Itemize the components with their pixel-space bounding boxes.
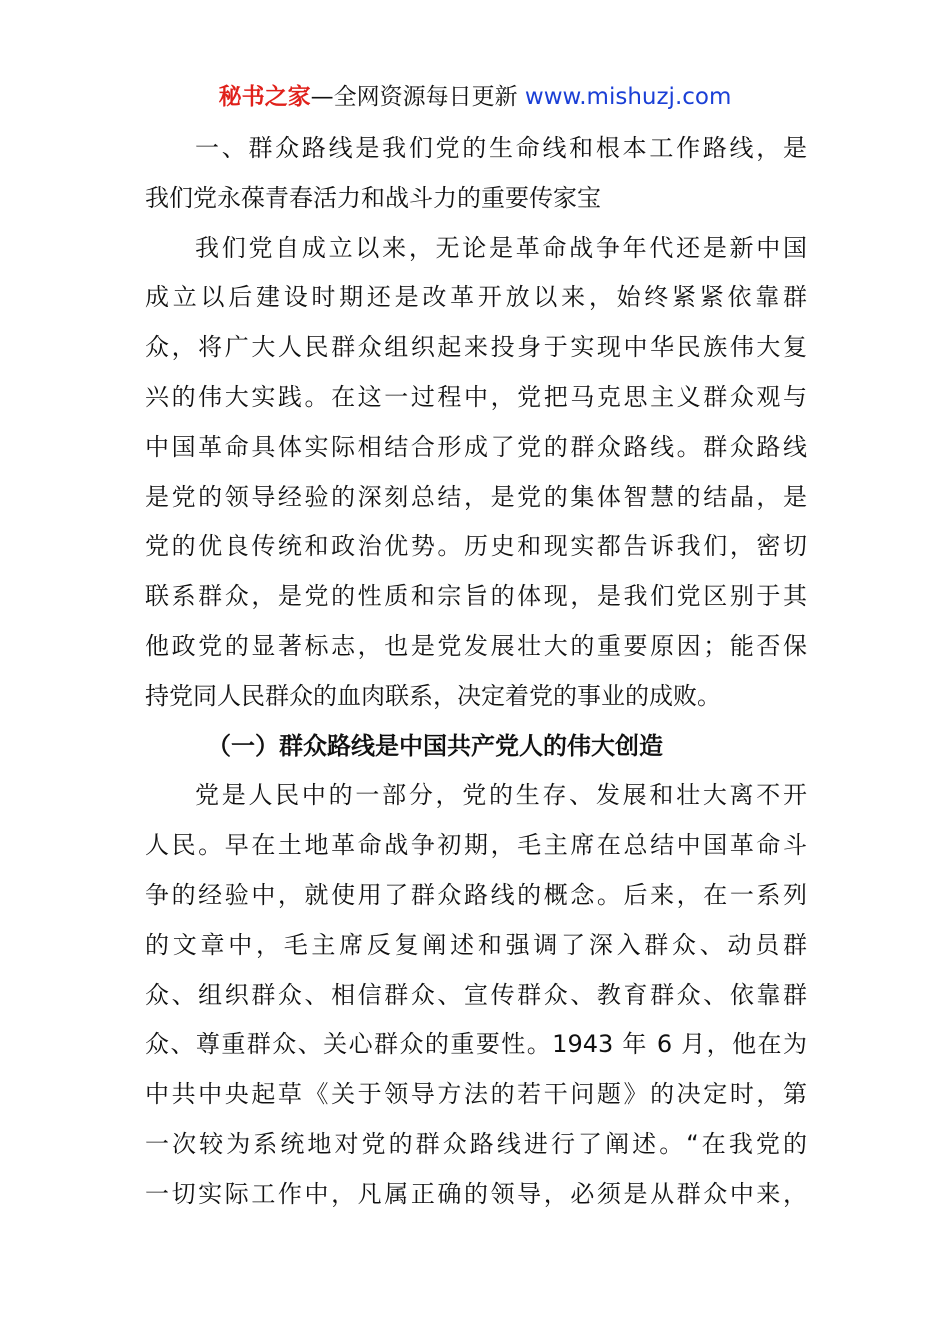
page-header xyxy=(0,80,950,114)
paragraph-line: 争的经验中，就使用了群众路线的概念。后来，在一系列 xyxy=(145,880,807,909)
paragraph-line: 众、尊重群众、关心群众的重要性。1943 年 6 月，他在为 xyxy=(145,1030,807,1059)
paragraph-line: 中国革命具体实际相结合形成了党的群众路线。群众路线 xyxy=(145,432,807,461)
paragraph-line: 一次较为系统地对党的群众路线进行了阐述。“在我党的 xyxy=(145,1129,807,1158)
paragraph-line: 人民。早在土地革命战争初期，毛主席在总结中国革命斗 xyxy=(145,831,807,860)
paragraph-line: 的文章中，毛主席反复阐述和强调了深入群众、动员群 xyxy=(145,930,807,959)
paragraph-line: 持党同人民群众的血肉联系，决定着党的事业的成败。 xyxy=(145,681,721,710)
paragraph-line: 成立以后建设时期还是改革开放以来，始终紧紧依靠群 xyxy=(145,283,807,312)
paragraph-line: 党的优良传统和政治优势。历史和现实都告诉我们，密切 xyxy=(145,532,807,561)
subsection-heading: （一）群众路线是中国共产党人的伟大创造 xyxy=(207,731,663,760)
paragraph-line: 众、组织群众、相信群众、宣传群众、教育群众、依靠群 xyxy=(145,980,807,1009)
paragraph-line: 兴的伟大实践。在这一过程中，党把马克思主义群众观与 xyxy=(145,382,807,411)
paragraph-line: 他政党的显著标志，也是党发展壮大的重要原因；能否保 xyxy=(145,631,807,660)
document-body xyxy=(145,124,807,1220)
paragraph-line: 党是人民中的一部分，党的生存、发展和壮大离不开 xyxy=(195,781,807,810)
section-heading-line: 我们党永葆青春活力和战斗力的重要传家宝 xyxy=(145,183,601,212)
paragraph-line: 是党的领导经验的深刻总结，是党的集体智慧的结晶，是 xyxy=(145,482,807,511)
header-tagline: —全网资源每日更新 xyxy=(310,84,518,110)
section-heading-line: 一、群众路线是我们党的生命线和根本工作路线，是 xyxy=(195,134,807,162)
paragraph-line: 一切实际工作中，凡属正确的领导，必须是从群众中来， xyxy=(145,1179,807,1208)
paragraph-line: 我们党自成立以来，无论是革命战争年代还是新中国 xyxy=(195,233,807,262)
paragraph-line: 众，将广大人民群众组织起来投身于实现中华民族伟大复 xyxy=(145,333,807,362)
header-brand: 秘书之家 xyxy=(218,84,311,110)
header-url-link[interactable]: www.mishuzj.com xyxy=(524,84,732,110)
paragraph-line: 联系群众，是党的性质和宗旨的体现，是我们党区别于其 xyxy=(145,582,807,611)
paragraph-line: 中共中央起草《关于领导方法的若干问题》的决定时，第 xyxy=(145,1080,807,1109)
